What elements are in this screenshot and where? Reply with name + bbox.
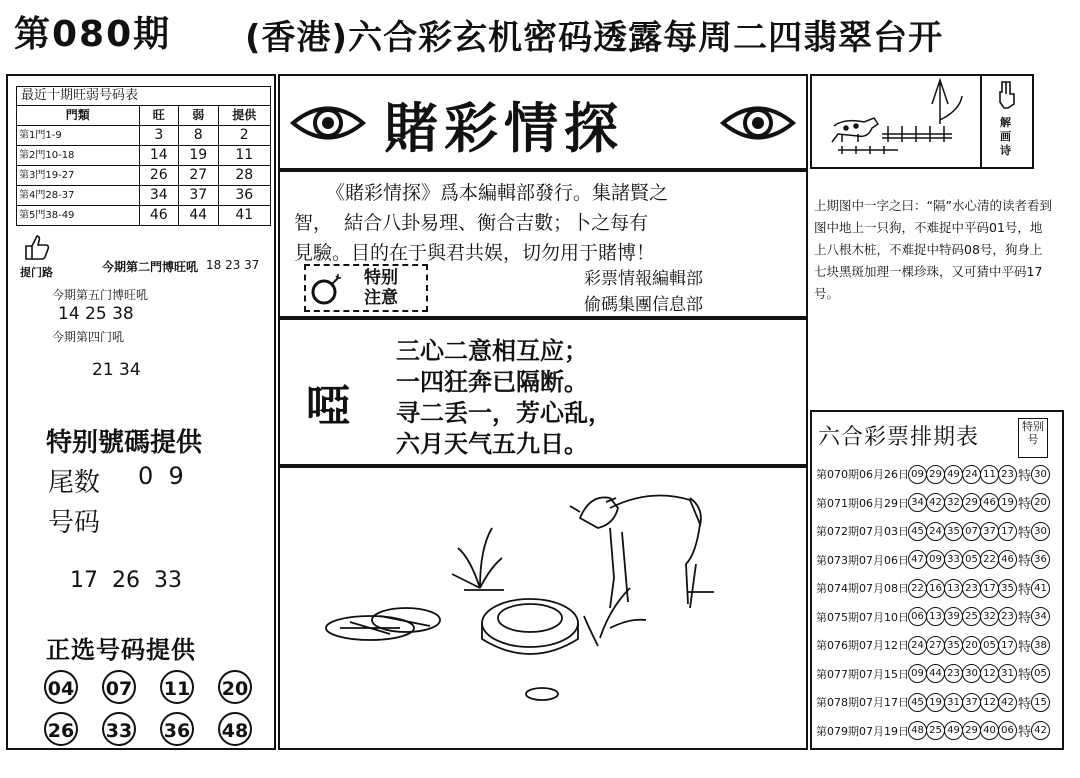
cell-tigong: 41	[218, 206, 271, 226]
schedule-ball: 29	[962, 721, 981, 740]
schedule-ball: 07	[962, 522, 981, 541]
schedule-ball: 32	[980, 607, 999, 626]
special-marker: 特	[1018, 639, 1032, 655]
page-title: (香港)六合彩玄机密码透露每周二四翡翠台开	[245, 18, 944, 58]
row-label: 第2門10-18	[17, 146, 140, 166]
schedule-ball: 25	[962, 607, 981, 626]
special-ball: 30	[1031, 465, 1050, 484]
schedule-ball: 33	[944, 550, 963, 569]
cell-ruo: 37	[179, 186, 218, 206]
cell-wang: 34	[139, 186, 178, 206]
schedule-row	[816, 719, 1050, 743]
schedule-ball: 06	[908, 607, 927, 626]
schedule-ball: 19	[998, 493, 1017, 512]
schedule-row	[816, 662, 1050, 686]
number-ball: 11	[160, 670, 194, 704]
schedule-panel	[810, 410, 1064, 750]
special-number-label: 特别号	[1018, 418, 1048, 458]
schedule-ball: 27	[926, 636, 945, 655]
tip-line3-label: 今期第四门吼	[52, 330, 125, 344]
schedule-period: 第071期06月29日	[816, 496, 909, 510]
schedule-period: 第078期07月17日	[816, 696, 909, 709]
previous-picture-panel	[810, 74, 982, 169]
logo-text: 賭彩情探	[384, 96, 624, 160]
issue-number: 第080期	[14, 14, 172, 55]
table-row	[17, 186, 271, 206]
row-label: 第4門28-37	[17, 186, 140, 206]
dept2: 偷碼集團信息部	[584, 295, 703, 315]
schedule-title: 六合彩票排期表	[818, 425, 980, 450]
schedule-ball: 24	[908, 636, 927, 655]
schedule-ball: 09	[908, 664, 927, 683]
schedule-ball: 46	[980, 493, 999, 512]
history-header: 旺	[139, 106, 178, 126]
history-header: 門類	[17, 106, 140, 126]
explanation-text: 上期图中一字之曰：“隔”水心清的读者看到图中地上一只狗，不难捉中平码01号，地上八根木桩，不难捉中特码08号，狗身上七块黑斑加理一棵珍珠，又可猜中平码17号。	[814, 198, 1052, 301]
schedule-period: 第077期07月15日	[816, 667, 909, 681]
tip-line3-numbers: 21 34	[92, 360, 141, 380]
table-row	[17, 126, 271, 146]
schedule-ball: 47	[908, 550, 927, 569]
tip-line2-numbers: 14 25 38	[58, 304, 134, 324]
schedule-row	[816, 605, 1050, 629]
schedule-ball: 46	[998, 550, 1017, 569]
cell-wang: 14	[139, 146, 178, 166]
row-label: 第1門1-9	[17, 126, 140, 146]
schedule-ball: 25	[926, 721, 945, 740]
schedule-ball: 45	[908, 522, 927, 541]
schedule-ball: 34	[908, 493, 927, 512]
schedule-period: 第079期07月19日	[816, 724, 909, 738]
schedule-ball: 11	[980, 465, 999, 484]
table-row	[17, 146, 271, 166]
schedule-ball: 24	[962, 465, 981, 484]
tail-label: 尾数	[48, 468, 101, 498]
tail-value: 0 9	[138, 462, 184, 490]
hint-panel	[982, 74, 1034, 169]
schedule-period: 第074期07月08日	[816, 582, 909, 595]
number-label: 号码	[48, 508, 101, 538]
special-ball: 41	[1031, 579, 1050, 598]
special-ball: 05	[1031, 664, 1050, 683]
special-ball: 34	[1031, 607, 1050, 626]
cell-ruo: 19	[179, 146, 218, 166]
schedule-row	[816, 576, 1050, 600]
hint-label: 解画诗	[1000, 116, 1011, 157]
schedule-ball: 45	[908, 693, 927, 712]
special-marker: 特	[1018, 725, 1032, 740]
special-marker: 特	[1018, 497, 1032, 512]
schedule-row	[816, 491, 1050, 515]
calf-illustration	[280, 468, 806, 748]
cell-ruo: 27	[179, 166, 218, 186]
poem-line: 三心二意相互应；	[396, 337, 588, 365]
riddle-picture-panel	[278, 466, 808, 750]
schedule-row	[816, 462, 1050, 486]
schedule-ball: 23	[944, 664, 963, 683]
cell-tigong: 36	[218, 186, 271, 206]
schedule-ball: 40	[980, 721, 999, 740]
number-ball: 36	[160, 712, 194, 746]
special-ball: 30	[1031, 522, 1050, 541]
table-row	[17, 206, 271, 226]
schedule-period: 第073期07月06日	[816, 553, 909, 567]
poem-line: 寻二丢一，芳心乱，	[396, 399, 612, 427]
schedule-ball: 19	[926, 693, 945, 712]
schedule-ball: 09	[926, 550, 945, 569]
schedule-ball: 16	[926, 579, 945, 598]
special-ball: 15	[1031, 693, 1050, 712]
poem-panel	[278, 318, 808, 466]
schedule-ball: 37	[962, 693, 981, 712]
schedule-period: 第070期06月26日	[816, 468, 909, 481]
special-marker: 特	[1018, 582, 1032, 598]
schedule-ball: 20	[962, 636, 981, 655]
intro-line3: 見驗。目的在于與君共娱，切勿用于賭博！	[294, 242, 656, 264]
cell-ruo: 8	[179, 126, 218, 146]
thumbs-up-icon	[22, 232, 52, 262]
schedule-ball: 39	[944, 607, 963, 626]
number-ball: 26	[44, 712, 78, 746]
number-ball: 04	[44, 670, 78, 704]
poem-line: 六月天气五九日。	[396, 430, 588, 458]
schedule-ball: 42	[926, 493, 945, 512]
special-ball: 38	[1031, 636, 1050, 655]
schedule-ball: 12	[980, 664, 999, 683]
schedule-ball: 05	[980, 636, 999, 655]
schedule-ball: 23	[962, 579, 981, 598]
schedule-ball: 06	[998, 721, 1017, 740]
special-title: 特别號碼提供	[46, 428, 203, 458]
tip-line1-numbers: 18 23 37	[206, 258, 260, 272]
schedule-ball: 37	[980, 522, 999, 541]
selection-balls	[44, 670, 274, 746]
schedule-ball: 49	[944, 465, 963, 484]
schedule-ball: 17	[998, 636, 1017, 655]
cell-ruo: 44	[179, 206, 218, 226]
row-label: 第5門38-49	[17, 206, 140, 226]
special-marker: 特	[1018, 525, 1032, 541]
schedule-ball: 48	[908, 721, 927, 740]
cell-tigong: 28	[218, 166, 271, 186]
schedule-row	[816, 548, 1050, 572]
intro-line2: 智， 結合八卦易理、衡合吉數；卜之每有	[294, 212, 649, 234]
schedule-ball: 13	[926, 607, 945, 626]
tip-line2-label: 今期第五门博旺吼	[52, 288, 149, 302]
dept1: 彩票情報編輯部	[584, 269, 703, 289]
poem-line: 一四狂奔已隔断。	[396, 368, 588, 396]
special-ball: 36	[1031, 550, 1050, 569]
history-caption: 最近十期旺弱号码表	[16, 86, 271, 105]
special-numbers: 17 26 33	[70, 568, 182, 593]
selection-title: 正选号码提供	[46, 636, 196, 664]
schedule-ball: 32	[944, 493, 963, 512]
tip-line1-label: 今期第二門博旺吼	[102, 260, 199, 274]
schedule-ball: 31	[998, 664, 1017, 683]
special-marker: 特	[1018, 554, 1032, 569]
special-ball: 20	[1031, 493, 1050, 512]
schedule-ball: 29	[926, 465, 945, 484]
schedule-ball: 49	[944, 721, 963, 740]
pointing-hand-icon	[996, 80, 1018, 110]
history-table	[16, 86, 271, 226]
schedule-ball: 23	[998, 607, 1017, 626]
riddle-label: 啞	[306, 381, 350, 432]
history-header: 弱	[179, 106, 218, 126]
schedule-ball: 22	[980, 550, 999, 569]
schedule-ball: 35	[998, 579, 1017, 598]
history-header: 提供	[218, 106, 271, 126]
cell-tigong: 2	[218, 126, 271, 146]
schedule-ball: 12	[980, 693, 999, 712]
schedule-row	[816, 690, 1050, 714]
tips-label: 提门路	[20, 266, 53, 279]
special-marker: 特	[1018, 611, 1032, 626]
schedule-ball: 13	[944, 579, 963, 598]
bomb-icon	[310, 272, 344, 306]
schedule-ball: 17	[998, 522, 1017, 541]
schedule-ball: 44	[926, 664, 945, 683]
special-marker: 特	[1018, 468, 1032, 484]
dog-fence-illustration	[812, 76, 980, 167]
schedule-ball: 09	[908, 465, 927, 484]
cell-tigong: 11	[218, 146, 271, 166]
row-label: 第3門19-27	[17, 166, 140, 186]
schedule-period: 第072期07月03日	[816, 525, 909, 538]
number-ball: 33	[102, 712, 136, 746]
intro-line1: 《賭彩情探》爲本編輯部發行。集諸賢之	[326, 182, 669, 204]
schedule-period: 第075期07月10日	[816, 610, 909, 624]
eye-icon	[290, 100, 366, 146]
special-marker: 特	[1018, 696, 1032, 712]
notice-box	[304, 264, 428, 312]
number-ball: 20	[218, 670, 252, 704]
number-ball: 07	[102, 670, 136, 704]
schedule-row	[816, 633, 1050, 657]
schedule-ball: 35	[944, 636, 963, 655]
cell-wang: 46	[139, 206, 178, 226]
cell-wang: 26	[139, 166, 178, 186]
schedule-ball: 22	[908, 579, 927, 598]
cell-wang: 3	[139, 126, 178, 146]
poem	[396, 336, 612, 460]
schedule-ball: 31	[944, 693, 963, 712]
notice-label: 特别注意	[364, 268, 398, 308]
schedule-period: 第076期07月12日	[816, 639, 909, 652]
special-marker: 特	[1018, 668, 1032, 683]
special-ball: 42	[1031, 721, 1050, 740]
left-panel	[6, 74, 276, 750]
schedule-ball: 35	[944, 522, 963, 541]
eye-icon	[720, 100, 796, 146]
schedule-ball: 24	[926, 522, 945, 541]
schedule-ball: 42	[998, 693, 1017, 712]
schedule-ball: 23	[998, 465, 1017, 484]
schedule-ball: 29	[962, 493, 981, 512]
schedule-ball: 17	[980, 579, 999, 598]
number-ball: 48	[218, 712, 252, 746]
schedule-ball: 30	[962, 664, 981, 683]
intro-panel	[278, 170, 808, 318]
schedule-ball: 05	[962, 550, 981, 569]
table-row	[17, 166, 271, 186]
logo-panel	[278, 74, 808, 170]
schedule-row	[816, 519, 1050, 543]
